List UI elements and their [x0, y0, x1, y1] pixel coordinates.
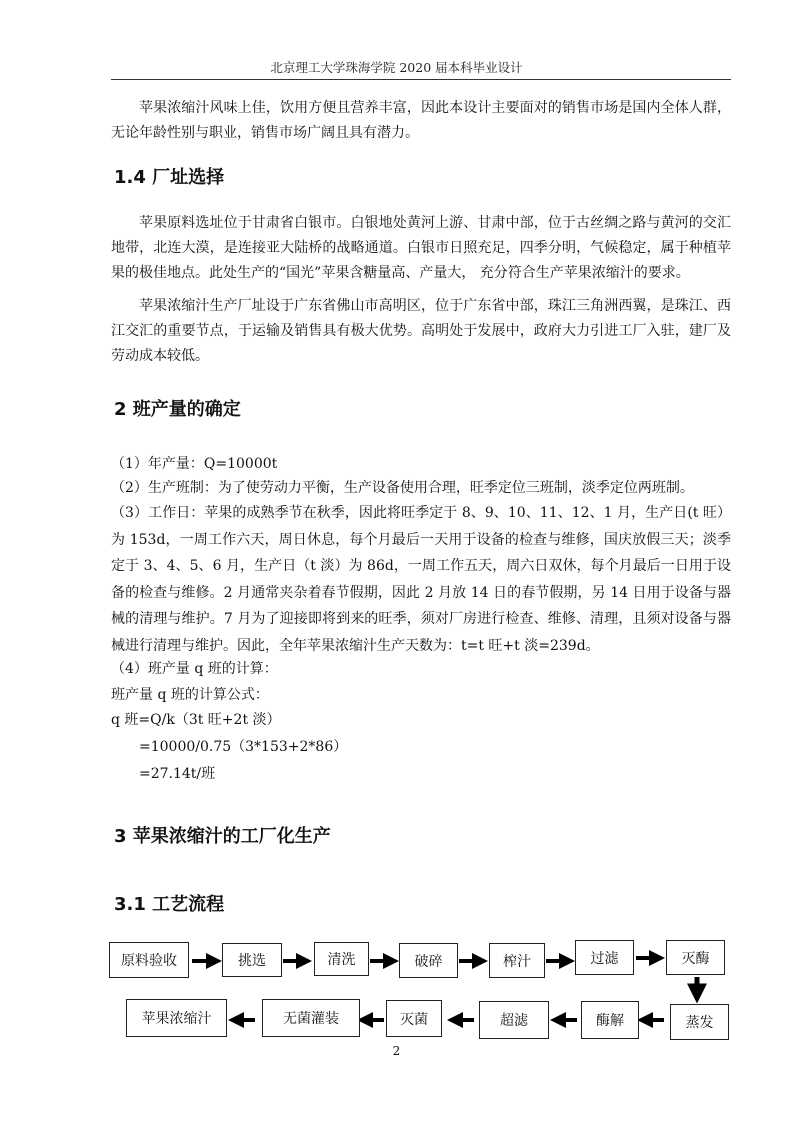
heading-3: 3 苹果浓缩汁的工厂化生产	[114, 826, 331, 847]
flow-step-washing: 清洗	[314, 942, 369, 976]
flow-step-sterilization: 灭菌	[386, 1000, 442, 1037]
flow-step-sorting: 挑选	[222, 943, 282, 977]
page-number: 2	[392, 1044, 401, 1058]
formula-line-3: =27.14t/班	[139, 766, 216, 782]
heading-3-1: 3.1 工艺流程	[114, 894, 225, 915]
page-header: 北京理工大学珠海学院 2020 届本科毕业设计	[270, 60, 523, 75]
annual-output-line: （1）年产量：Q=10000t	[111, 456, 278, 472]
intro-paragraph: 苹果浓缩汁风味上佳，饮用方便且营养丰富，因此本设计主要面对的销售市场是国内全体人群，无论年龄性别与职业，销售市场广阔且具有潜力。	[111, 100, 731, 141]
flow-step-evaporation: 蒸发	[670, 1004, 729, 1040]
shift-system-line: （2）生产班制：为了使劳动力平衡，生产设备使用合理，旺季定位三班制，淡季定位两班制。	[111, 480, 694, 496]
site-paragraph-1: 苹果原料选址位于甘肃省白银市。白银地处黄河上游、甘肃中部，位于古丝绸之路与黄河的交汇地带，北连大漠，是连接亚大陆桥的战略通道。白银市日照充足，四季分明，气候稳定，属于种植苹果的极佳地点。此处生产的“国光”苹果含糖量高、产量大， 充分符合生产苹果浓缩汁的要求。	[111, 215, 731, 281]
workday-paragraph: （3）工作日：苹果的成熟季节在秋季，因此将旺季定于 8、9、10、11、12、1 月，生产日(t 旺）为 153d，一周工作六天，周日休息，每个月最后一天用于设备的检查与维修，国庆放假三天；淡季定于 3、4、5、6 月，生产日（t 淡）为 86d，一周工作五天，周六日双休，每个月最后一日用于设备的检查与维修。2 月通常夹杂着春节假期，因此 2 月放 14 日的春节假期，另 14 日用于设备与器械的清理与维护。7 月为了迎接即将到来的旺季，须对厂房进行检查、维修、清理，且须对设备与器械进行清理与维护。因此，全年苹果浓缩汁生产天数为：t=t 旺+t 淡=239d。	[111, 505, 731, 654]
heading-1-4: 1.4 厂址选择	[114, 167, 225, 188]
site-paragraph-2: 苹果浓缩汁生产厂址设于广东省佛山市高明区，位于广东省中部，珠江三角洲西翼，是珠江、西江交汇的重要节点，于运输及销售具有极大优势。高明处于发展中，政府大力引进工厂入驻，建厂及劳动成本较低。	[111, 298, 731, 364]
flow-step-raw-material-acceptance: 原料验收	[109, 942, 189, 978]
heading-2: 2 班产量的确定	[114, 399, 241, 420]
formula-line-1: q 班=Q/k（3t 旺+2t 淡）	[111, 712, 281, 728]
flow-step-enzyme-inactivation: 灭酶	[666, 940, 725, 975]
flow-step-enzymolysis: 酶解	[581, 1001, 639, 1039]
flow-step-ultrafiltration: 超滤	[479, 1001, 549, 1039]
flow-step-filtering: 过滤	[575, 940, 634, 975]
flow-step-apple-juice-concentrate: 苹果浓缩汁	[126, 999, 227, 1037]
formula-line-2: =10000/0.75（3*153+2*86）	[139, 739, 348, 755]
shift-output-line: （4）班产量 q 班的计算：	[111, 661, 278, 677]
flow-step-aseptic-filling: 无菌灌装	[262, 999, 360, 1037]
flow-step-crushing: 破碎	[399, 943, 458, 978]
formula-intro-line: 班产量 q 班的计算公式：	[111, 687, 269, 703]
flow-step-juicing: 榨汁	[489, 943, 545, 978]
